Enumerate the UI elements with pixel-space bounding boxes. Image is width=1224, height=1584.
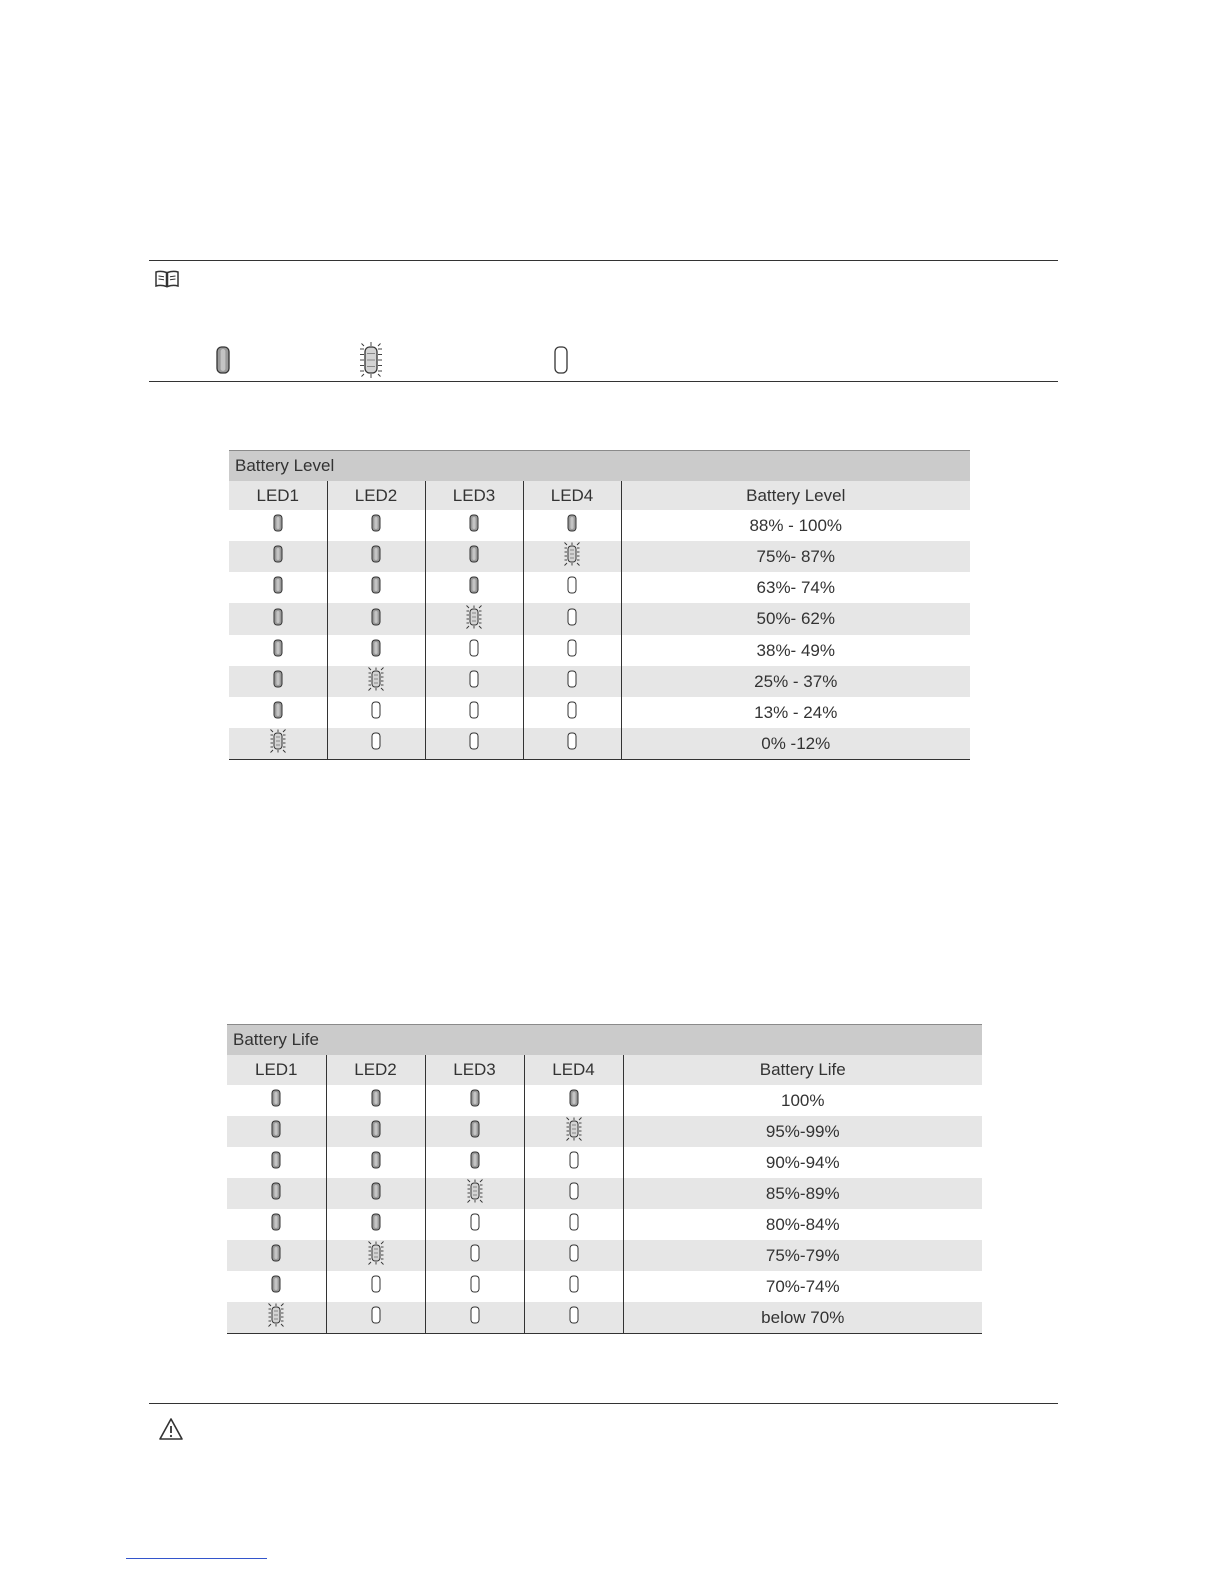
led-off-icon: [465, 666, 483, 697]
led-cell: [227, 1085, 326, 1116]
led-cell: [327, 510, 425, 541]
column-header: LED2: [327, 481, 425, 510]
led-cell: [425, 1147, 524, 1178]
led-cell: [327, 635, 425, 666]
led-on-icon: [267, 1178, 285, 1209]
led-cell: [425, 510, 523, 541]
battery-value-cell: 80%-84%: [623, 1209, 982, 1240]
led-off-icon: [466, 1209, 484, 1240]
led-cell: [229, 728, 327, 760]
led-on-icon: [466, 1085, 484, 1116]
led-cell: [327, 666, 425, 697]
led-cell: [229, 603, 327, 635]
battery-value-cell: 90%-94%: [623, 1147, 982, 1178]
table-row: [229, 541, 970, 572]
table-row: [227, 1240, 982, 1271]
led-cell: [425, 1085, 524, 1116]
led-cell: [523, 510, 621, 541]
led-on-icon: [367, 1085, 385, 1116]
table-row: [227, 1302, 982, 1334]
led-on-icon: [367, 1147, 385, 1178]
led-off-icon: [465, 635, 483, 666]
battery-life-table: [227, 1024, 982, 1334]
table-row: [227, 1178, 982, 1209]
led-cell: [227, 1147, 326, 1178]
led-cell: [524, 1116, 623, 1147]
battery-value-cell: 85%-89%: [623, 1178, 982, 1209]
led-cell: [524, 1271, 623, 1302]
led-cell: [229, 697, 327, 728]
led-cell: [425, 635, 523, 666]
column-header: LED3: [425, 1055, 524, 1085]
led-cell: [326, 1240, 425, 1271]
led-off-icon: [563, 728, 581, 759]
led-cell: [425, 541, 523, 572]
battery-value-cell: 100%: [623, 1085, 982, 1116]
led-cell: [523, 635, 621, 666]
led-cell: [227, 1178, 326, 1209]
column-header: Battery Life: [623, 1055, 982, 1085]
led-cell: [425, 1240, 524, 1271]
table-row: [227, 1116, 982, 1147]
table-row: [229, 572, 970, 603]
led-cell: [327, 572, 425, 603]
led-off-icon: [565, 1178, 583, 1209]
battery-value-cell: 75%- 87%: [621, 541, 970, 572]
led-on-icon: [466, 1147, 484, 1178]
note-top-rule: [149, 260, 1058, 261]
led-on-icon: [269, 572, 287, 603]
led-on-icon: [367, 510, 385, 541]
battery-life-caption: Battery Life: [227, 1024, 982, 1055]
led-on-icon: [267, 1209, 285, 1240]
column-header: LED1: [229, 481, 327, 510]
led-cell: [326, 1147, 425, 1178]
led-blinking-icon: [367, 666, 385, 697]
table-row: [229, 666, 970, 697]
led-off-icon: [563, 635, 581, 666]
battery-level-table: [229, 450, 970, 760]
led-cell: [227, 1116, 326, 1147]
led-cell: [327, 697, 425, 728]
led-on-icon: [465, 510, 483, 541]
led-off-icon: [563, 604, 581, 635]
led-cell: [326, 1302, 425, 1334]
battery-value-cell: 50%- 62%: [621, 603, 970, 635]
led-blinking-icon: [367, 1240, 385, 1271]
led-cell: [523, 728, 621, 760]
table-row: [229, 697, 970, 728]
led-off-icon: [367, 697, 385, 728]
led-on-icon: [267, 1085, 285, 1116]
led-on-icon: [269, 541, 287, 572]
led-blinking-icon: [465, 604, 483, 635]
led-cell: [227, 1209, 326, 1240]
book-icon: [154, 269, 180, 289]
led-cell: [326, 1271, 425, 1302]
led-off-icon: [367, 1302, 385, 1333]
led-off-icon: [546, 338, 576, 387]
led-blinking-icon: [565, 1116, 583, 1147]
led-cell: [327, 541, 425, 572]
led-off-icon: [563, 666, 581, 697]
table-row: [229, 510, 970, 541]
led-on-icon: [269, 510, 287, 541]
led-cell: [229, 510, 327, 541]
led-cell: [425, 572, 523, 603]
led-cell: [524, 1302, 623, 1334]
led-off-icon: [466, 1302, 484, 1333]
led-cell: [523, 697, 621, 728]
led-solid-on-icon: [208, 338, 238, 387]
table-row: [227, 1147, 982, 1178]
led-off-icon: [466, 1271, 484, 1302]
caution-top-rule: [149, 1403, 1058, 1404]
led-off-icon: [465, 697, 483, 728]
table-row: [229, 635, 970, 666]
led-off-icon: [565, 1302, 583, 1333]
led-on-icon: [269, 697, 287, 728]
led-cell: [425, 728, 523, 760]
led-cell: [227, 1302, 326, 1334]
led-off-icon: [563, 572, 581, 603]
battery-level-caption: Battery Level: [229, 450, 970, 481]
led-cell: [524, 1147, 623, 1178]
led-cell: [227, 1271, 326, 1302]
led-on-icon: [367, 1116, 385, 1147]
table-row: [227, 1085, 982, 1116]
table-row: [229, 603, 970, 635]
led-cell: [524, 1085, 623, 1116]
battery-value-cell: 70%-74%: [623, 1271, 982, 1302]
column-header: Battery Level: [621, 481, 970, 510]
led-on-icon: [466, 1116, 484, 1147]
battery-value-cell: 13% - 24%: [621, 697, 970, 728]
led-cell: [524, 1209, 623, 1240]
table-row: [229, 728, 970, 760]
led-on-icon: [269, 604, 287, 635]
led-cell: [227, 1240, 326, 1271]
led-off-icon: [565, 1209, 583, 1240]
led-on-icon: [367, 635, 385, 666]
led-cell: [524, 1178, 623, 1209]
led-cell: [229, 541, 327, 572]
led-cell: [425, 1302, 524, 1334]
led-off-icon: [465, 728, 483, 759]
led-on-icon: [367, 572, 385, 603]
led-cell: [326, 1178, 425, 1209]
led-off-icon: [367, 1271, 385, 1302]
led-cell: [523, 603, 621, 635]
column-header: LED4: [523, 481, 621, 510]
led-on-icon: [269, 635, 287, 666]
battery-value-cell: 38%- 49%: [621, 635, 970, 666]
led-on-icon: [465, 541, 483, 572]
battery-value-cell: 0% -12%: [621, 728, 970, 760]
led-off-icon: [367, 728, 385, 759]
led-on-icon: [267, 1271, 285, 1302]
led-cell: [326, 1209, 425, 1240]
led-off-icon: [565, 1271, 583, 1302]
led-on-icon: [267, 1147, 285, 1178]
led-cell: [425, 1271, 524, 1302]
led-cell: [425, 1209, 524, 1240]
led-blinking-icon: [269, 728, 287, 759]
led-cell: [425, 1116, 524, 1147]
table-row: [227, 1271, 982, 1302]
footer-link-underline: [126, 1558, 267, 1559]
led-on-icon: [367, 1209, 385, 1240]
battery-value-cell: below 70%: [623, 1302, 982, 1334]
led-cell: [523, 541, 621, 572]
led-cell: [229, 666, 327, 697]
led-cell: [524, 1240, 623, 1271]
table-row: [227, 1209, 982, 1240]
led-on-icon: [367, 541, 385, 572]
note-bottom-rule: [149, 381, 1058, 382]
led-cell: [425, 603, 523, 635]
battery-value-cell: 75%-79%: [623, 1240, 982, 1271]
led-cell: [327, 728, 425, 760]
led-cell: [326, 1085, 425, 1116]
warning-icon: [158, 1417, 184, 1441]
column-header: LED4: [524, 1055, 623, 1085]
led-on-icon: [565, 1085, 583, 1116]
led-on-icon: [367, 604, 385, 635]
led-off-icon: [565, 1240, 583, 1271]
led-cell: [326, 1116, 425, 1147]
led-on-icon: [367, 1178, 385, 1209]
led-cell: [425, 666, 523, 697]
led-on-icon: [563, 510, 581, 541]
column-header: LED1: [227, 1055, 326, 1085]
battery-value-cell: 95%-99%: [623, 1116, 982, 1147]
led-cell: [425, 697, 523, 728]
led-blinking-icon: [563, 541, 581, 572]
led-cell: [327, 603, 425, 635]
led-blinking-icon: [466, 1178, 484, 1209]
led-off-icon: [565, 1147, 583, 1178]
led-off-icon: [563, 697, 581, 728]
led-blinking-icon: [267, 1302, 285, 1333]
battery-value-cell: 63%- 74%: [621, 572, 970, 603]
column-header: LED3: [425, 481, 523, 510]
battery-value-cell: 88% - 100%: [621, 510, 970, 541]
led-on-icon: [267, 1240, 285, 1271]
led-cell: [229, 572, 327, 603]
column-header: LED2: [326, 1055, 425, 1085]
battery-value-cell: 25% - 37%: [621, 666, 970, 697]
led-cell: [523, 666, 621, 697]
led-cell: [523, 572, 621, 603]
led-off-icon: [466, 1240, 484, 1271]
led-blinking-icon: [356, 338, 386, 387]
led-cell: [425, 1178, 524, 1209]
led-on-icon: [267, 1116, 285, 1147]
led-cell: [229, 635, 327, 666]
led-on-icon: [465, 572, 483, 603]
led-on-icon: [269, 666, 287, 697]
